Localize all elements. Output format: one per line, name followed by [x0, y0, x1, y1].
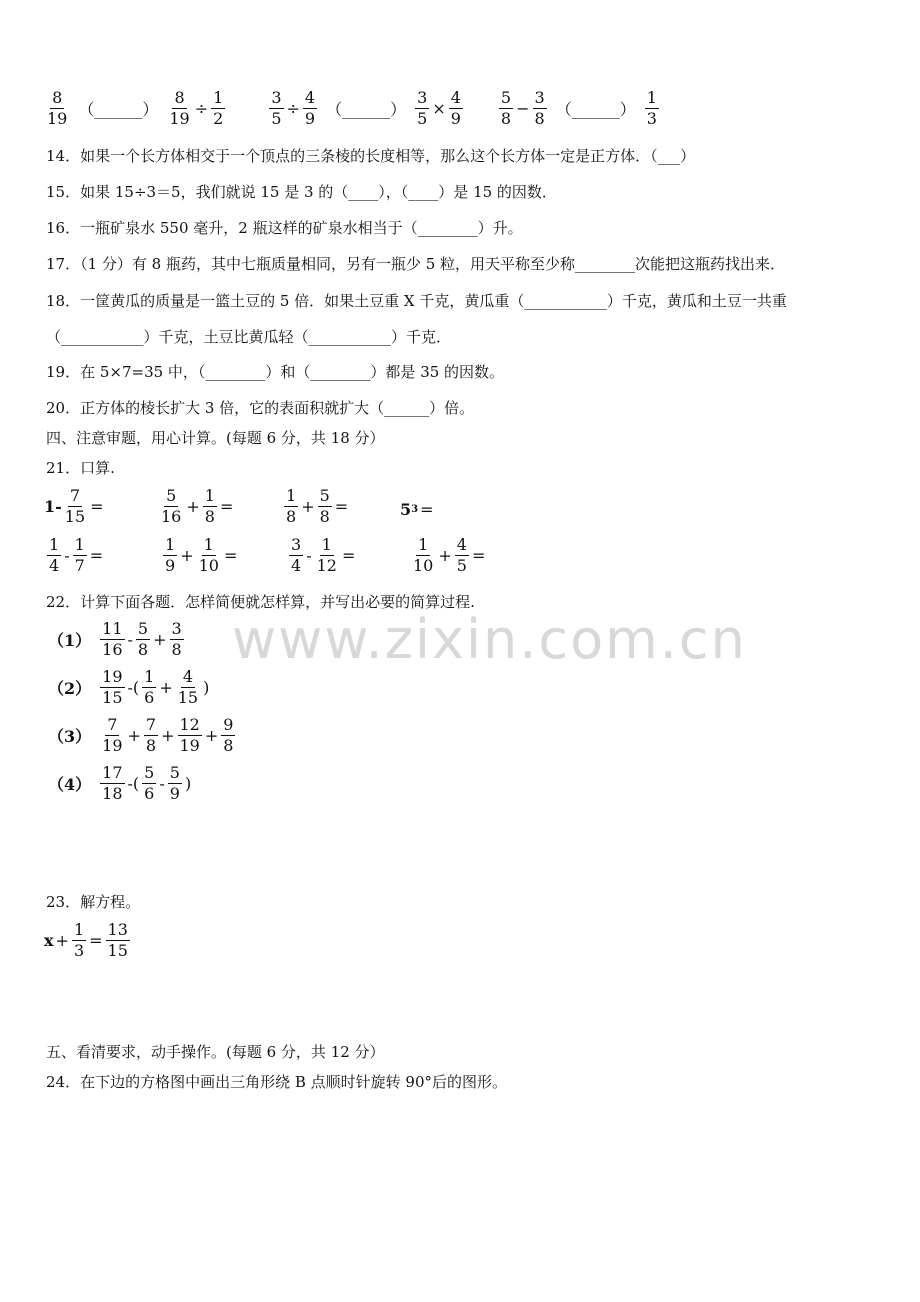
- question-24: 24．在下边的方格图中画出三角形绕 B 点顺时针旋转 90°后的图形。: [46, 1073, 508, 1091]
- q22-part-3: （3） $\frac{7}{19}$ + $\frac{7}{8}$ + $\frac{12}{19}$ + $\frac{9}{8}$: [48, 715, 234, 755]
- q21-e7: $\frac{3}{4}$ - $\frac{1}{12}$ =: [291, 535, 356, 575]
- q13-row: $\frac{8}{19}$ （______） $\frac{8}{19}$ ÷ $\frac{1}{2}$ $\frac{3}{5}$ ÷ $\frac{4}{9}$ （______） $\frac{3}{5}$ × $\frac{4}{9}$ $\frac{5}{8}$ − $\frac{3}{8}$ （______） $\frac{1}{3}$: [47, 88, 657, 128]
- q22-part-1: （1） $\frac{11}{16}$ - $\frac{5}{8}$ + $\frac{3}{8}$: [48, 619, 182, 659]
- section-4-title: 四、注意审题，用心计算。(每题 6 分，共 18 分）: [46, 429, 385, 447]
- q21-e1: 1- $\frac{7}{15}$ =: [44, 486, 104, 526]
- answer-blank[interactable]: （______）: [326, 100, 407, 119]
- question-16: 16．一瓶矿泉水 550 毫升，2 瓶这样的矿泉水相当于（________）升。: [46, 219, 523, 237]
- question-22-title: 22．计算下面各题．怎样简便就怎样算，并写出必要的简算过程.: [46, 593, 475, 611]
- q21-e2: $\frac{5}{16}$ + $\frac{1}{8}$ =: [161, 486, 234, 526]
- question-18-line1: 18．一筐黄瓜的质量是一篮土豆的 5 倍．如果土豆重 X 千克，黄瓜重（___________）千克，黄瓜和土豆一共重: [46, 292, 787, 310]
- q21-e6: $\frac{1}{9}$ + $\frac{1}{10}$ =: [165, 535, 238, 575]
- question-18-line2: （___________）千克，土豆比黄瓜轻（___________）千克．: [46, 328, 452, 346]
- q21-e4: 5 3 =: [400, 500, 434, 519]
- section-5-title: 五、看清要求，动手操作。(每题 6 分，共 12 分）: [46, 1043, 385, 1061]
- question-17: 17．（1 分）有 8 瓶药，其中七瓶质量相同，另有一瓶少 5 粒，用天平称至少称________次能把这瓶药找出来．: [46, 255, 786, 273]
- question-14: 14．如果一个长方体相交于一个顶点的三条棱的长度相等，那么这个长方体一定是正方体．（___）: [46, 147, 696, 165]
- q21-e8: $\frac{1}{10}$ + $\frac{4}{5}$ =: [413, 535, 486, 575]
- question-15: 15．如果 15÷3＝5，我们就说 15 是 3 的（____），（____）是 15 的因数．: [46, 183, 557, 201]
- q22-part-4: （4） $\frac{17}{18}$ -( $\frac{5}{6}$ - $\frac{5}{9}$ ): [48, 763, 192, 803]
- q23-equation: x + $\frac{1}{3}$ = $\frac{13}{15}$: [44, 920, 128, 960]
- fraction: $\frac{5}{8}$: [500, 88, 512, 128]
- question-23-title: 23．解方程。: [46, 893, 141, 911]
- answer-blank[interactable]: （______）: [78, 100, 159, 119]
- q22-part-2: （2） $\frac{19}{15}$ -( $\frac{1}{6}$ + $\frac{4}{15}$ ): [48, 667, 210, 707]
- question-21-title: 21．口算.: [46, 459, 115, 477]
- watermark: www.zixin.com.cn: [232, 608, 747, 671]
- fraction: $\frac{1}{3}$: [646, 88, 657, 128]
- fraction: $\frac{8}{19}$: [169, 88, 190, 128]
- fraction: $\frac{3}{5}$: [417, 88, 428, 128]
- answer-blank[interactable]: （______）: [555, 100, 636, 119]
- fraction: $\frac{3}{5}$: [271, 88, 282, 128]
- fraction: $\frac{1}{2}$: [213, 88, 224, 128]
- question-19: 19．在 5×7=35 中，（________）和（________）都是 35 的因数。: [46, 363, 505, 381]
- question-20: 20．正方体的棱长扩大 3 倍，它的表面积就扩大（______）倍。: [46, 399, 475, 417]
- q21-e5: $\frac{1}{4}$ - $\frac{1}{7}$ =: [49, 535, 104, 575]
- fraction: $\frac{8}{19}$: [47, 88, 68, 128]
- fraction: $\frac{4}{9}$: [450, 88, 461, 128]
- fraction: $\frac{3}{8}$: [534, 88, 545, 128]
- fraction: $\frac{4}{9}$: [304, 88, 316, 128]
- q21-e3: $\frac{1}{8}$ + $\frac{5}{8}$ =: [286, 486, 349, 526]
